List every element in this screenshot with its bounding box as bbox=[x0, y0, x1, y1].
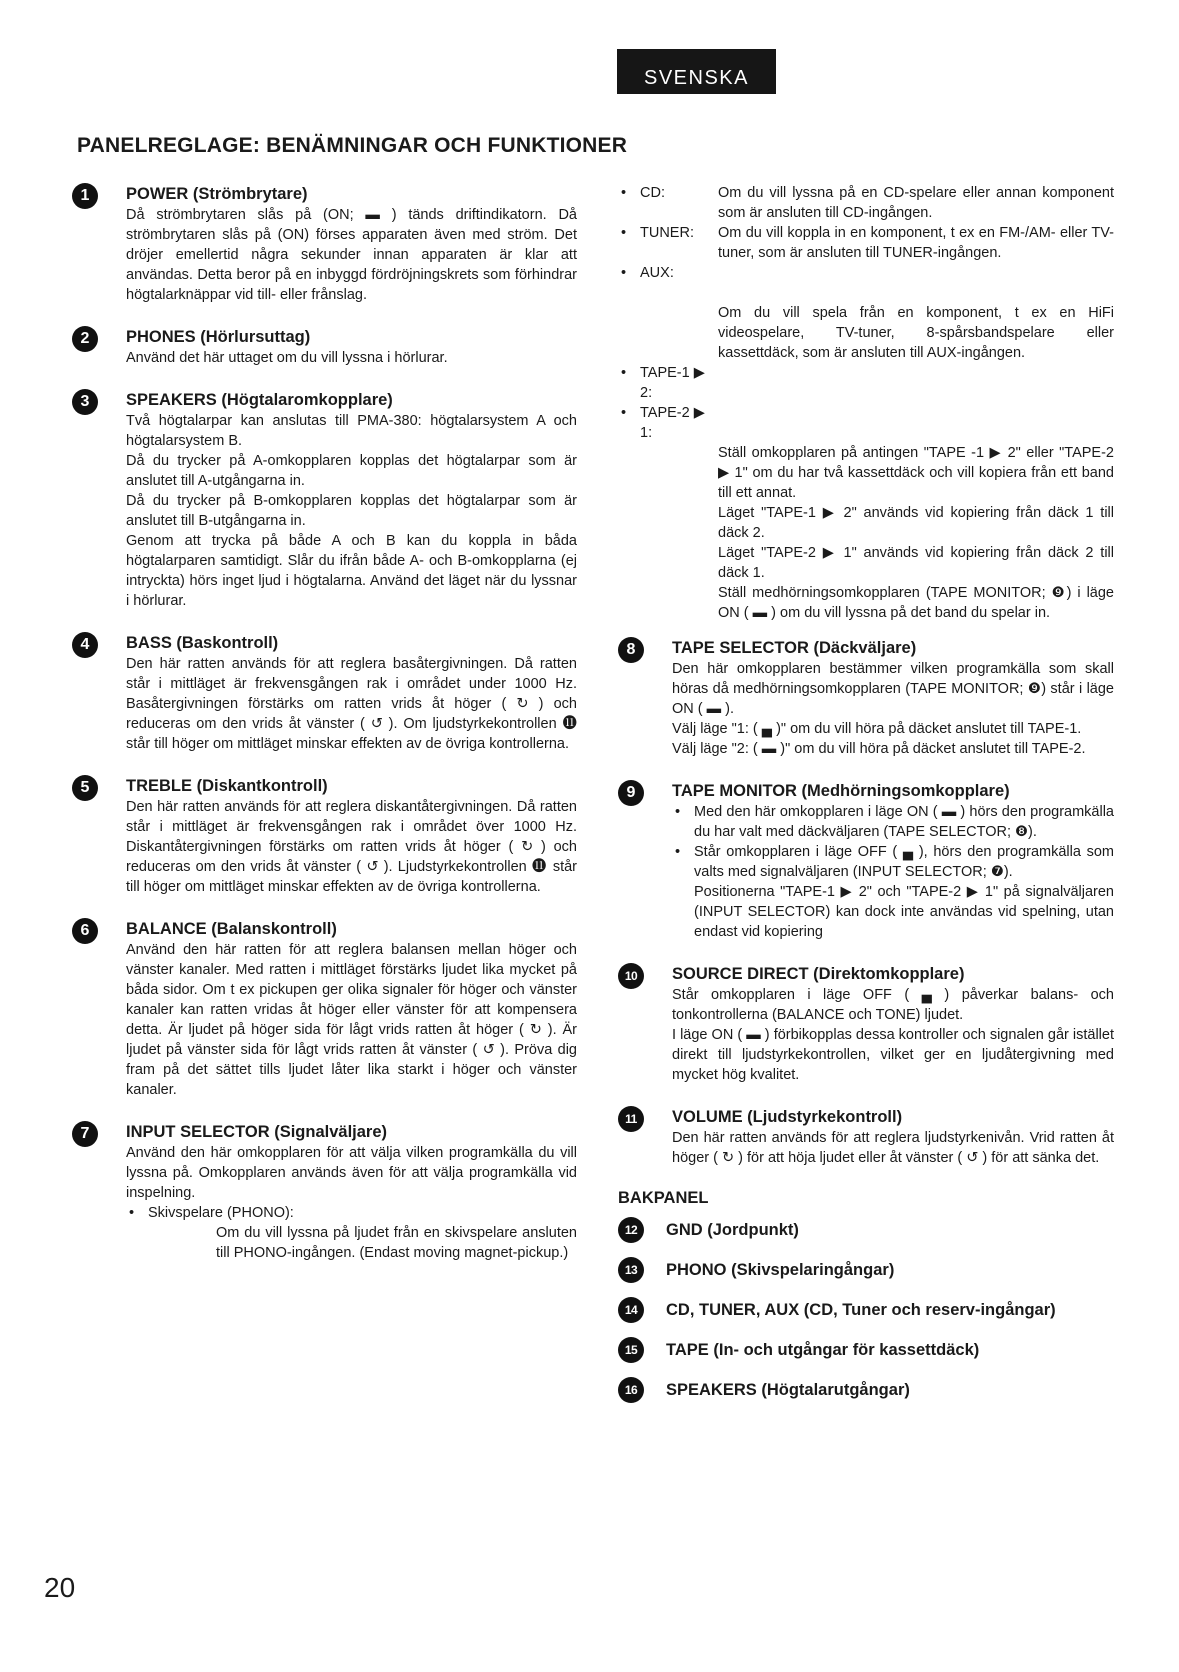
source-key: • CD: bbox=[618, 183, 718, 223]
paragraph: Läget "TAPE-1 ▶ 2" används vid kopiering från däck 1 till däck 2. bbox=[718, 505, 1114, 541]
bullet-list bbox=[672, 802, 1114, 882]
item-note: Positionerna "TAPE-1 ▶ 2" och "TAPE-2 ▶ 1" på signalväljaren (INPUT SELECTOR) kan dock inte användas vid spelning, utan endast vid kopiering bbox=[694, 884, 1114, 940]
language-tab: SVENSKA bbox=[617, 49, 776, 94]
paragraph: Då strömbrytaren slås på (ON; ▬ ) tänds driftindikatorn. Då strömbrytaren slås på (ON) förses apparaten även med ström. Det dröjer emellertid några sekunder innan apparaten är klar att användas. Detta beror på en inbyggd fördröjningskrets som förhindrar högtalarknäppar vid till- eller frånslag. bbox=[126, 207, 577, 303]
item-number-badge: 11 bbox=[618, 1106, 644, 1132]
paragraph: Använd den här ratten för att reglera balansen mellan höger och vänster kanaler. Med ratten i mittläget förstärks ljudet lika mycket på båda sidor. Om t ex pickupen ger olika signaler för höger och vänster kanaler kan ratten vridas åt höger eller vänster för att kompensera detta. Är ljudet på höger sida för lågt vrids ratten åt höger ( ↻ ). Är ljudet på vänster sida för lågt vrids ratten åt vänster ( ↺ ). Pröva dig fram på det sättet tills ljudet låter lika starkt i höger och vänster kanaler. bbox=[126, 942, 577, 1098]
source-row-tape-2 bbox=[618, 403, 1114, 443]
item-bass bbox=[72, 632, 577, 754]
item-power bbox=[72, 183, 577, 305]
item-number-badge: 8 bbox=[618, 637, 644, 663]
bullet-description: Om du vill lyssna på ljudet från en skivspelare ansluten till PHONO-ingången. (Endast moving magnet-pickup.) bbox=[216, 1225, 577, 1261]
paragraph: Använd den här omkopplaren för att välja vilken programkälla du vill lyssna på. Omkopplaren används även för att välja programkälla vid inspelning. bbox=[126, 1145, 577, 1201]
item-tape-monitor bbox=[618, 780, 1114, 942]
item-title: PHONES (Hörlursuttag) bbox=[126, 328, 311, 346]
item-source-direct bbox=[618, 963, 1114, 1085]
item-number-badge: 10 bbox=[618, 963, 644, 989]
source-key: • TAPE-1 ▶ 2: bbox=[618, 363, 718, 403]
item-number-badge: 4 bbox=[72, 632, 98, 658]
item-number-badge: 9 bbox=[618, 780, 644, 806]
source-key: • TAPE-2 ▶ 1: bbox=[618, 403, 718, 443]
item-input-selector bbox=[72, 1121, 577, 1263]
item-description bbox=[126, 654, 577, 754]
source-row-tape-1 bbox=[618, 363, 1114, 403]
item-number-badge: 12 bbox=[618, 1217, 644, 1243]
page-title: PANELREGLAGE: BENÄMNINGAR OCH FUNKTIONER bbox=[77, 134, 628, 157]
item-title: POWER (Strömbrytare) bbox=[126, 185, 308, 203]
paragraph: Då du trycker på A-omkopplaren kopplas det högtalarpar som är anslutet till A-utgångarna in. bbox=[126, 453, 577, 489]
paragraph: Den här omkopplaren bestämmer vilken programkälla som skall höras då medhörningsomkopplaren (TAPE MONITOR; ❾) står i läge ON ( ▬ ). bbox=[672, 661, 1114, 717]
item-number-badge: 2 bbox=[72, 326, 98, 352]
paragraph: Då du trycker på B-omkopplaren kopplas det högtalarpar som är anslutet till B-utgångarna in. bbox=[126, 493, 577, 529]
page-number: 20 bbox=[44, 1572, 76, 1603]
paragraph: Den här ratten används för att reglera basåtergivningen. Då ratten står i mittläget är frekvensgången rak i området under 1000 Hz. Basåtergivningen förstärks om ratten vrids åt höger ( ↻ ) och reduceras om den vrids åt vänster ( ↺ ). Om ljudstyrkekontrollen ⓫ står till höger om mittläget minskar effekten av de övriga kontrollerna. bbox=[126, 656, 577, 752]
item-number-badge: 13 bbox=[618, 1257, 644, 1283]
paragraph: Läget "TAPE-2 ▶ 1" används vid kopiering från däck 2 till däck 1. bbox=[718, 545, 1114, 581]
source-key: • TUNER: bbox=[618, 223, 718, 263]
left-column bbox=[72, 183, 577, 1284]
item-title: TAPE MONITOR (Medhörningsomkopplare) bbox=[672, 782, 1010, 800]
rear-item-label: GND (Jordpunkt) bbox=[666, 1221, 799, 1239]
item-phones bbox=[72, 326, 577, 368]
rear-item-phono bbox=[618, 1256, 1114, 1286]
item-title: BALANCE (Balanskontroll) bbox=[126, 920, 337, 938]
item-number-badge: 15 bbox=[618, 1337, 644, 1363]
rear-item-label: SPEAKERS (Högtalarutgångar) bbox=[666, 1381, 910, 1399]
paragraph: Två högtalarpar kan anslutas till PMA-380: högtalarsystem A och högtalarsystem B. bbox=[126, 413, 577, 449]
item-number-badge: 5 bbox=[72, 775, 98, 801]
rear-item-label: PHONO (Skivspelaringångar) bbox=[666, 1261, 895, 1279]
aux-description: Om du vill spela från en komponent, t ex en HiFi videospelare, TV-tuner, 8-spårsbandspelare eller kassettdäck, som är ansluten till AUX-ingången. bbox=[718, 305, 1114, 361]
item-title: TAPE SELECTOR (Däckväljare) bbox=[672, 639, 917, 657]
paragraph: Den här ratten används för att reglera ljudstyrkenivån. Vrid ratten åt höger ( ↻ ) för att höja ljudet eller åt vänster ( ↺ ) för att sänka det. bbox=[672, 1130, 1114, 1166]
item-number-badge: 3 bbox=[72, 389, 98, 415]
bullet-item: • Skivspelare (PHONO): bbox=[126, 1203, 577, 1223]
item-number-badge: 14 bbox=[618, 1297, 644, 1323]
paragraph: Välj läge "1: ( ▄ )" om du vill höra på däcket anslutet till TAPE-1. bbox=[672, 721, 1082, 737]
rear-panel-heading: BAKPANEL bbox=[618, 1189, 709, 1207]
item-description bbox=[126, 411, 577, 611]
item-description bbox=[672, 985, 1114, 1085]
item-tape-selector bbox=[618, 637, 1114, 759]
item-speakers bbox=[72, 389, 577, 611]
paragraph: Ställ omkopplaren på antingen "TAPE -1 ▶ 2" eller "TAPE-2 ▶ 1" om du har två kassettdäck och vill kopiera från ett band till ett annat. bbox=[718, 445, 1114, 501]
paragraph: Använd det här uttaget om du vill lyssna i hörlurar. bbox=[126, 350, 448, 366]
paragraph: Står omkopplaren i läge OFF ( ▄ ) påverkar balans- och tonkontrollerna (BALANCE och TONE) ljudet. bbox=[672, 987, 1114, 1023]
rear-item-tape bbox=[618, 1336, 1114, 1366]
paragraph: Genom att trycka på både A och B kan du koppla in båda högtalarparen samtidigt. Slår du ifrån både A- och B-omkopplarna (ej intryckta) hörs inget ljud i högtalarna. Använd det läget när du lyssnar i hörlurar. bbox=[126, 533, 577, 609]
item-description bbox=[126, 940, 577, 1100]
item-description bbox=[672, 659, 1114, 759]
item-title: TREBLE (Diskantkontroll) bbox=[126, 777, 328, 795]
item-title: SOURCE DIRECT (Direktomkopplare) bbox=[672, 965, 965, 983]
rear-item-label: CD, TUNER, AUX (CD, Tuner och reserv-ingångar) bbox=[666, 1301, 1056, 1319]
item-description bbox=[126, 348, 577, 368]
paragraph: Välj läge "2: ( ▬ )" om du vill höra på däcket anslutet till TAPE-2. bbox=[672, 741, 1086, 757]
source-row-cd bbox=[618, 183, 1114, 223]
source-list bbox=[618, 183, 1114, 623]
paragraph: Den här ratten används för att reglera diskantåtergivningen. Då ratten står i mittläget är frekvensgången rak i området över 1000 Hz. Diskantåtergivningen förstärks om ratten vrids åt höger ( ↻ ) och reduceras om den vrids åt vänster ( ↺ ). Ljudstyrkekontrollen ⓫ står till höger om mittläget minskar effekten av de övriga kontrollerna. bbox=[126, 799, 577, 895]
rear-item-speakers bbox=[618, 1376, 1114, 1406]
item-description bbox=[126, 205, 577, 305]
item-balance bbox=[72, 918, 577, 1100]
source-key: • AUX: bbox=[618, 263, 718, 283]
rear-item-gnd bbox=[618, 1216, 1114, 1246]
item-title: INPUT SELECTOR (Signalväljare) bbox=[126, 1123, 388, 1141]
item-title: SPEAKERS (Högtalaromkopplare) bbox=[126, 391, 393, 409]
item-title: BASS (Baskontroll) bbox=[126, 634, 279, 652]
item-number-badge: 7 bbox=[72, 1121, 98, 1147]
source-row-aux bbox=[618, 263, 1114, 283]
source-row-tuner bbox=[618, 223, 1114, 263]
item-description bbox=[672, 1128, 1114, 1168]
item-treble bbox=[72, 775, 577, 897]
item-volume bbox=[618, 1106, 1114, 1168]
rear-item-label: TAPE (In- och utgångar för kassettdäck) bbox=[666, 1341, 980, 1359]
bullet-list bbox=[126, 1203, 577, 1223]
item-description bbox=[126, 797, 577, 897]
rear-item-cd-tuner-aux bbox=[618, 1296, 1114, 1326]
source-description: Om du vill koppla in en komponent, t ex en FM-/AM- eller TV-tuner, som är ansluten till TUNER-ingången. bbox=[718, 225, 1114, 261]
bullet-item: • Står omkopplaren i läge OFF ( ▄ ), hörs den programkälla som valts med signalväljaren (INPUT SELECTOR; ❼). bbox=[672, 842, 1114, 882]
item-number-badge: 6 bbox=[72, 918, 98, 944]
bullet-item: • Med den här omkopplaren i läge ON ( ▬ ) hörs den programkälla du har valt med däckväljaren (TAPE SELECTOR; ❽). bbox=[672, 802, 1114, 842]
source-description: Om du vill lyssna på en CD-spelare eller annan komponent som är ansluten till CD-ingången. bbox=[718, 185, 1114, 221]
tape-description bbox=[618, 443, 1114, 623]
paragraph: Ställ medhörningsomkopplaren (TAPE MONITOR; ❾) i läge ON ( ▬ ) om du vill lyssna på det band du spelar in. bbox=[718, 585, 1114, 621]
source-description bbox=[718, 263, 1114, 283]
item-number-badge: 1 bbox=[72, 183, 98, 209]
paragraph: I läge ON ( ▬ ) förbikopplas dessa kontroller och signalen går istället direkt till ljudstyrkekontrollen, vilket ger en ljudåtergivning med mycket hög kvalitet. bbox=[672, 1027, 1114, 1083]
item-description bbox=[126, 1143, 577, 1203]
item-number-badge: 16 bbox=[618, 1377, 644, 1403]
right-column bbox=[618, 183, 1114, 1416]
item-title: VOLUME (Ljudstyrkekontroll) bbox=[672, 1108, 903, 1126]
